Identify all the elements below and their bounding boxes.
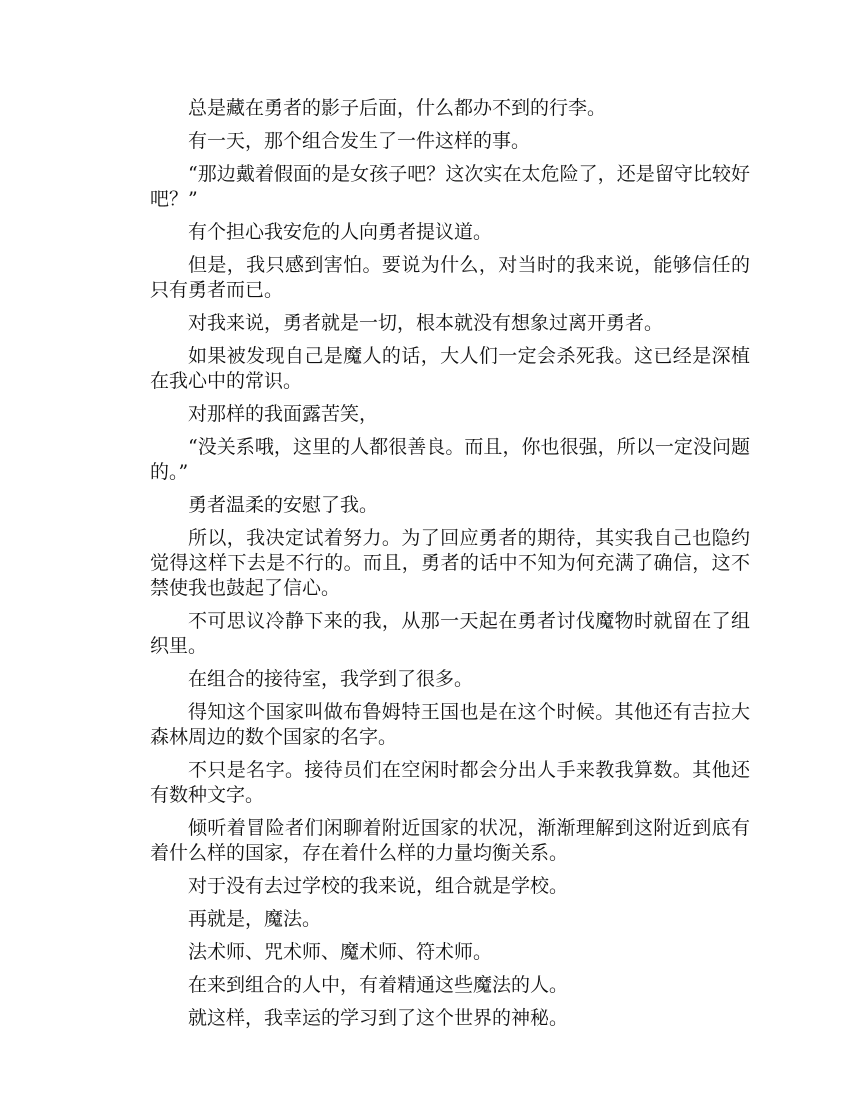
paragraph: 在来到组合的人中，有着精通这些魔法的人。: [188, 974, 569, 996]
paragraph: 对我来说，勇者就是一切，根本就没有想象过离开勇者。: [188, 312, 664, 334]
paragraph: 有一天，那个组合发生了一件这样的事。: [188, 130, 531, 152]
paragraph: 所以，我决定试着努力。为了回应勇者的期待，其实我自己也隐约觉得这样下去是不行的。而且，勇者的话中不知为何充满了确信，这不禁使我也鼓起了信心。: [150, 527, 750, 599]
paragraph: 如果被发现自己是魔人的话，大人们一定会杀死我。这已经是深植在我心中的常识。: [150, 345, 750, 392]
body-text: [150, 96, 750, 1039]
paragraph: 在组合的接待室，我学到了很多。: [188, 668, 474, 690]
paragraph: 对于没有去过学校的我来说，组合就是学校。: [188, 875, 569, 897]
paragraph: 法术师、咒术师、魔术师、符术师。: [188, 941, 493, 963]
paragraph: 不可思议冷静下来的我，从那一天起在勇者讨伐魔物时就留在了组织里。: [150, 610, 750, 657]
paragraph: 再就是，魔法。: [188, 908, 322, 930]
paragraph: 倾听着冒险者们闲聊着附近国家的状况，渐渐理解到这附近到底有着什么样的国家，存在着什么样的力量均衡关系。: [150, 817, 750, 864]
paragraph: 有个担心我安危的人向勇者提议道。: [188, 221, 493, 243]
paragraph: 就这样，我幸运的学习到了这个世界的神秘。: [188, 1007, 569, 1029]
paragraph: 对那样的我面露苦笑，: [188, 403, 379, 425]
paragraph: “没关系哦，这里的人都很善良。而且，你也很强，所以一定没问题的。”: [150, 436, 750, 483]
paragraph: “那边戴着假面的是女孩子吧？这次实在太危险了，还是留守比较好吧？”: [150, 163, 750, 210]
paragraph: 得知这个国家叫做布鲁姆特王国也是在这个时候。其他还有吉拉大森林周边的数个国家的名字。: [150, 701, 750, 748]
paragraph: 勇者温柔的安慰了我。: [188, 494, 379, 516]
paragraph: 但是，我只感到害怕。要说为什么，对当时的我来说，能够信任的只有勇者而已。: [150, 254, 750, 301]
paragraph: 总是藏在勇者的影子后面，什么都办不到的行李。: [188, 97, 607, 119]
paragraph: 不只是名字。接待员们在空闲时都会分出人手来教我算数。其他还有数种文字。: [150, 759, 750, 806]
